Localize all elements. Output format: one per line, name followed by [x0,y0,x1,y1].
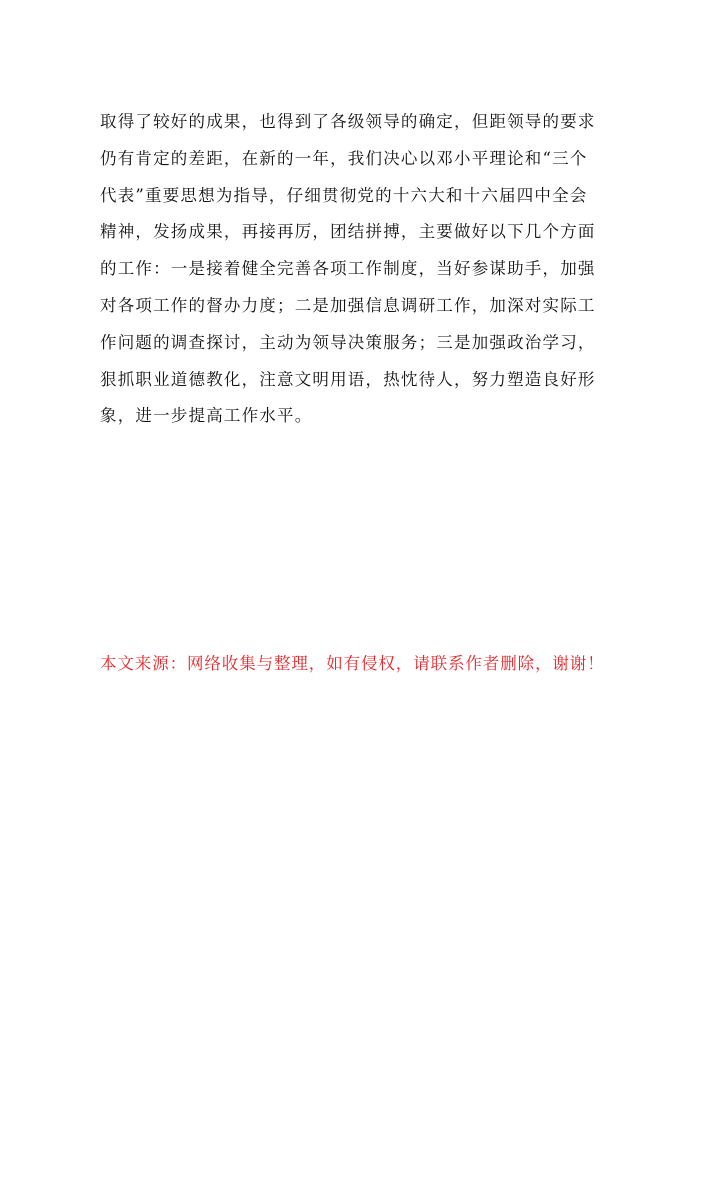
paragraph-line: 作问题的调查探讨，主动为领导决策服务；三是加强政治学习， [100,332,596,352]
paragraph-line: 狠抓职业道德教化，注意文明用语，热忱待人，努力塑造良好形 [100,369,596,389]
paragraph-line: 的工作：一是接着健全完善各项工作制度，当好参谋助手，加强 [100,259,596,279]
paragraph-line: 代表”重要思想为指导，仔细贯彻党的十六大和十六届四中全会 [100,185,588,205]
paragraph-line: 仍有肯定的差距，在新的一年，我们决心以邓小平理论和“三个 [100,148,588,168]
paragraph-line: 取得了较好的成果，也得到了各级领导的确定，但距领导的要求 [100,112,596,131]
paragraph-line: 精神，发扬成果，再接再厉，团结拼搏，主要做好以下几个方面 [100,222,596,242]
source-disclaimer: 本文来源：网络收集与整理，如有侵权，请联系作者删除，谢谢！ [100,654,605,673]
body-paragraph [100,104,640,435]
paragraph-line: 对各项工作的督办力度；二是加强信息调研工作，加深对实际工 [100,295,596,315]
paragraph-line: 象，进一步提高工作水平。 [100,406,313,426]
